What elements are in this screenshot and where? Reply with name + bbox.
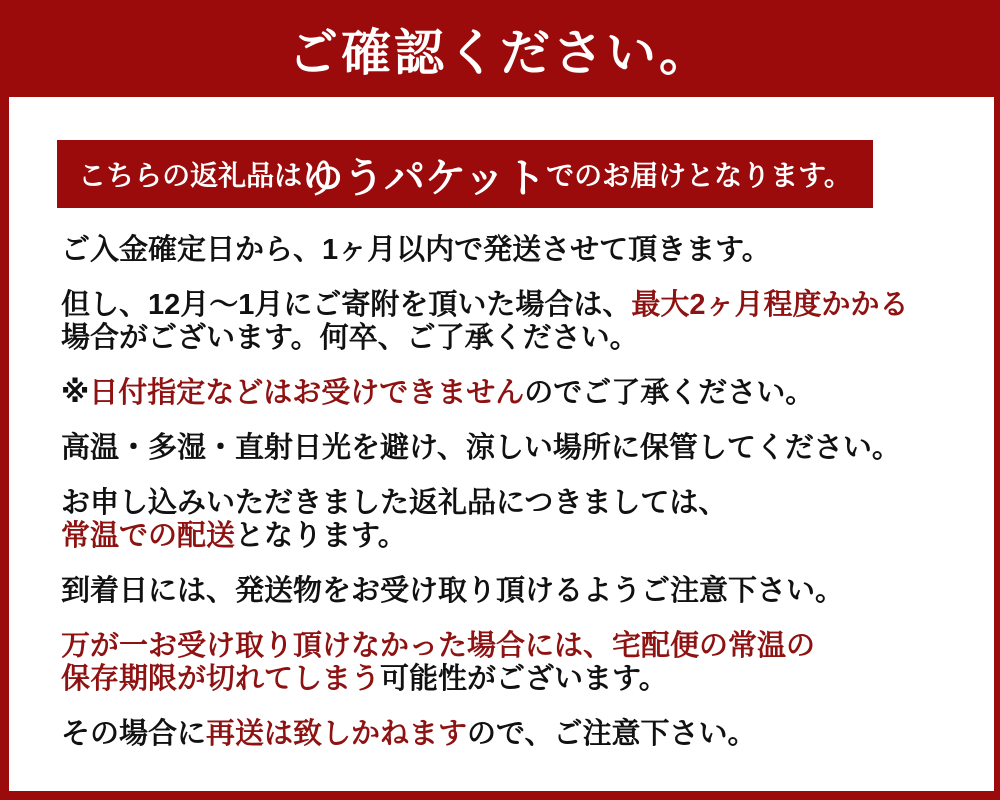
notice-box-prefix: こちらの返礼品は [78, 160, 303, 191]
text-segment: 但し、12月〜1月にご寄附を頂いた場合は、 [61, 289, 632, 321]
text-segment: お申し込みいただきました返礼品につきましては、 [61, 487, 728, 519]
text-segment: 可能性がございます。 [380, 663, 668, 695]
notice-box-suffix: でのお届けとなります。 [546, 160, 852, 191]
notice-box-highlight: ゆうパケット [302, 154, 547, 201]
paragraph-expiry-warning [61, 630, 974, 696]
text-segment-highlight: 日付指定などはお受けできません [89, 377, 525, 409]
text-segment-highlight: 常温での配送 [61, 520, 236, 552]
text-segment: のでご了承ください。 [524, 377, 815, 409]
paragraph-no-resend [61, 718, 974, 751]
paragraph-receive-on-arrival [61, 575, 974, 608]
yu-packet-notice-box [57, 140, 873, 208]
paragraph-december-delay [61, 289, 974, 355]
text-segment: 高温・多湿・直射日光を避け、涼しい場所に保管してください。 [61, 432, 901, 464]
text-segment: ご入金確定日から、1ヶ月以内で発送させて頂きます。 [61, 234, 771, 266]
paragraph-ambient-delivery [61, 487, 974, 553]
page-title: ご確認ください。 [288, 24, 712, 81]
text-segment: 到着日には、発送物をお受け取り頂けるようご注意下さい。 [61, 575, 845, 607]
text-segment-highlight: 再送は致しかねます [206, 718, 468, 750]
text-segment: となります。 [235, 520, 407, 552]
text-segment: ので、ご注意下さい。 [467, 718, 757, 750]
text-segment-highlight: 保存期限が切れてしまう [61, 663, 381, 695]
text-segment-highlight: 万が一お受け取り頂けなかった場合には、宅配便の常温の [61, 630, 816, 662]
text-segment: その場合に [61, 718, 207, 750]
text-segment-highlight: 最大2ヶ月程度かかる [631, 289, 909, 321]
paragraph-shipping-window [61, 234, 974, 267]
paragraph-no-date-designation [61, 377, 974, 410]
text-segment: ※ [61, 377, 90, 409]
paragraph-storage-instructions [61, 432, 974, 465]
content-area [9, 97, 994, 791]
text-segment: 場合がございます。何卒、ご了承ください。 [61, 322, 639, 354]
header-band [0, 0, 1000, 97]
